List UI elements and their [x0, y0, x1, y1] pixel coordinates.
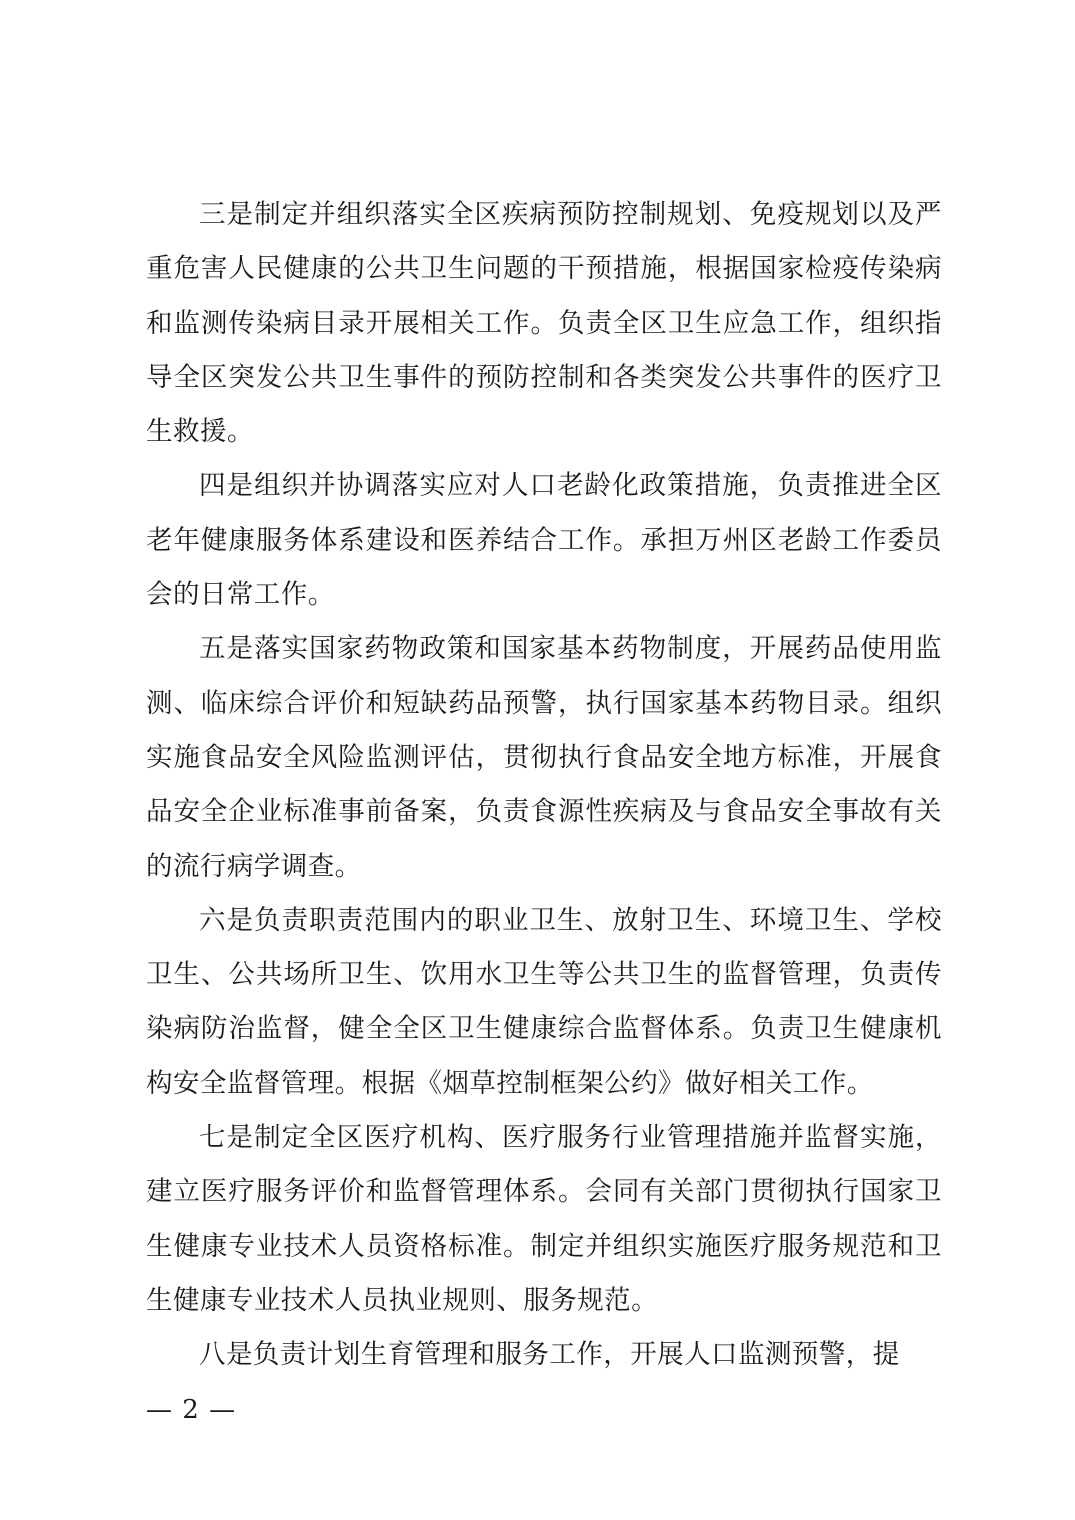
paragraph-5-drug-policy: 五是落实国家药物政策和国家基本药物制度，开展药品使用监测、临床综合评价和短缺药品预警，执行国家基本药物目录。组织实施食品安全风险监测评估，贯彻执行食品安全地方标准，开展食品安全企业标准事前备案，负责食源性疾病及与食品安全事故有关的流行病学调查。	[146, 633, 942, 882]
paragraph-8-family-planning: 八是负责计划生育管理和服务工作，开展人口监测预警，提	[199, 1339, 900, 1371]
paragraph-3-disease-prevention: 三是制定并组织落实全区疾病预防控制规划、免疫规划以及严重危害人民健康的公共卫生问题的干预措施，根据国家检疫传染病和监测传染病目录开展相关工作。负责全区卫生应急工作，组织指导全区突发公共卫生事件的预防控制和各类突发公共事件的医疗卫生救援。	[146, 199, 942, 448]
paragraph-6-public-health-supervision: 六是负责职责范围内的职业卫生、放射卫生、环境卫生、学校卫生、公共场所卫生、饮用水卫生等公共卫生的监督管理，负责传染病防治监督，健全全区卫生健康综合监督体系。负责卫生健康机构安全监督管理。根据《烟草控制框架公约》做好相关工作。	[146, 904, 942, 1099]
paragraph-4-elderly-health: 四是组织并协调落实应对人口老龄化政策措施，负责推进全区老年健康服务体系建设和医养结合工作。承担万州区老龄工作委员会的日常工作。	[146, 470, 942, 611]
paragraph-7-medical-institutions: 七是制定全区医疗机构、医疗服务行业管理措施并监督实施，建立医疗服务评价和监督管理体系。会同有关部门贯彻执行国家卫生健康专业技术人员资格标准。制定并组织实施医疗服务规范和卫生健康专业技术人员执业规则、服务规范。	[146, 1122, 942, 1316]
document-body	[146, 188, 942, 1383]
page-number: — 2 —	[146, 1395, 237, 1425]
